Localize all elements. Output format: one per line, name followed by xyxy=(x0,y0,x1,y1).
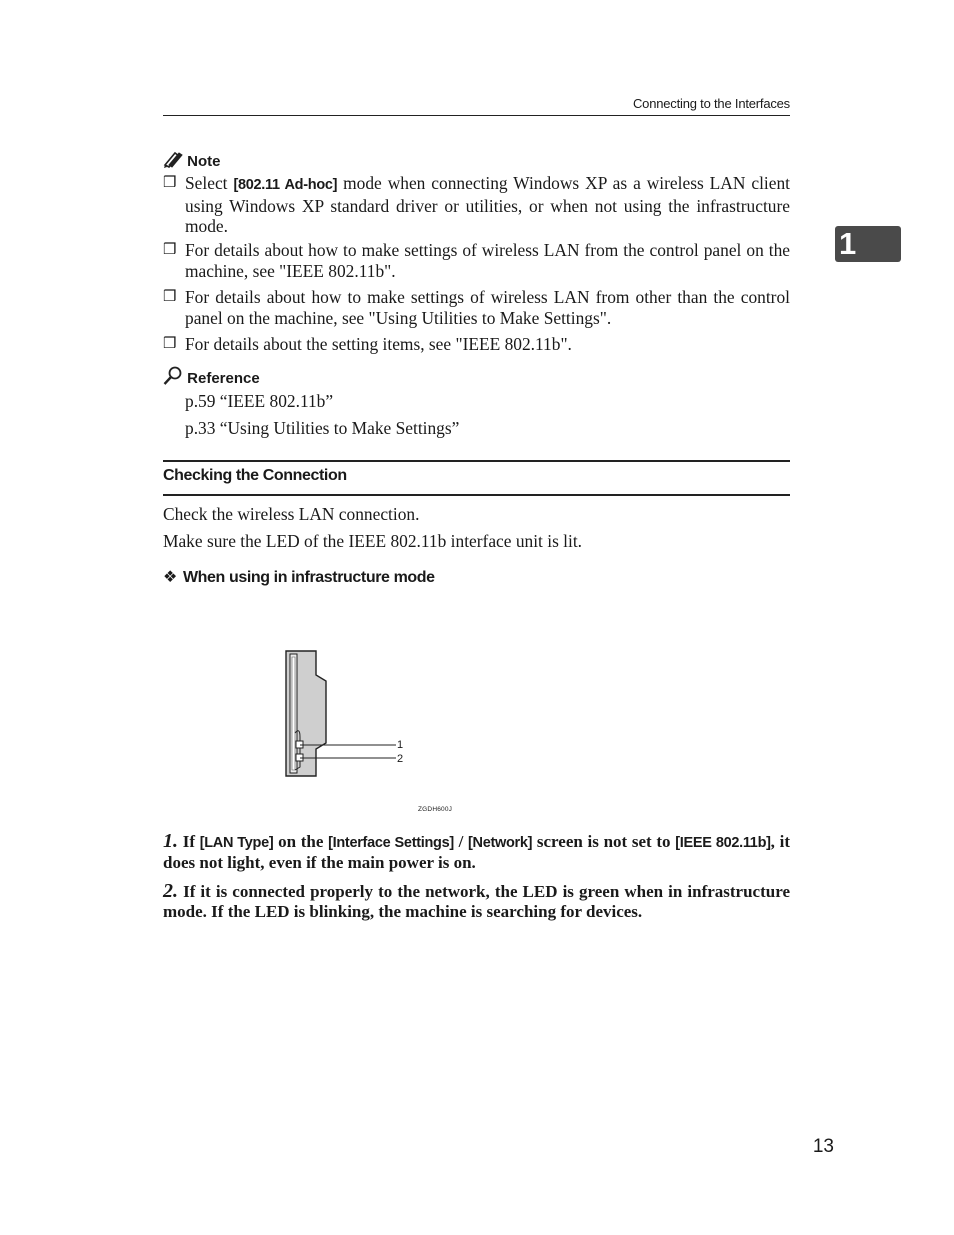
note-item-text: For details about the setting items, see "IEEE 802.11b". xyxy=(185,334,572,354)
figure-step xyxy=(163,881,790,922)
note-heading-label: Note xyxy=(187,153,221,170)
callout-label: 2 xyxy=(397,753,404,765)
pencil-icon xyxy=(163,150,183,168)
step-text: If xyxy=(182,832,200,851)
note-item-keyword: [802.11 Ad-hoc] xyxy=(233,177,338,193)
note-item-text: For details about how to make settings of wireless LAN from the control panel on the machine, see "IEEE 802.11b". xyxy=(185,240,790,281)
interface-unit-illustration xyxy=(280,645,480,815)
interface-unit-figure xyxy=(280,645,480,815)
note-item xyxy=(163,240,790,281)
note-item xyxy=(163,173,790,237)
figure-step xyxy=(163,831,790,873)
subsection-title: When using in infrastructure mode xyxy=(182,569,435,586)
note-item xyxy=(163,334,790,355)
reference-link[interactable]: p.59 “IEEE 802.11b” xyxy=(185,391,334,411)
section-title: Checking the Connection xyxy=(163,467,347,484)
step-keyword: [Interface Settings] xyxy=(328,835,454,851)
note-item-prefix: Select xyxy=(185,173,234,193)
checkbox-bullet-icon: ❒ xyxy=(163,175,177,191)
step-number: 2. xyxy=(163,880,178,902)
chapter-tab xyxy=(835,226,901,262)
step-text: / xyxy=(453,832,469,851)
header-rule xyxy=(163,115,790,116)
note-item xyxy=(163,287,790,328)
note-heading xyxy=(163,150,221,170)
note-item-text: For details about how to make settings of wireless LAN from other than the control panel on the machine, see "Using Utilities to Make Settings". xyxy=(185,287,790,328)
running-header-title: Connecting to the Interfaces xyxy=(632,96,790,111)
section-rule-bottom xyxy=(163,494,790,496)
note-item-text: mode when connecting Windows XP as a wireless LAN client using Windows XP standard driver or utilities, or when not using the infrastructure mode. xyxy=(185,173,790,236)
section-paragraph: Check the wireless LAN connection. xyxy=(163,504,420,524)
section-paragraph: Make sure the LED of the IEEE 802.11b interface unit is lit. xyxy=(163,531,583,551)
step-text: If it is connected properly to the network, the LED is green when in infrastructure mode. If the LED is blinking, the machine is searching for devices. xyxy=(163,882,791,921)
chapter-number: 1 xyxy=(839,226,857,261)
reference-link[interactable]: p.33 “Using Utilities to Make Settings” xyxy=(185,418,460,438)
checkbox-bullet-icon: ❒ xyxy=(163,242,177,258)
reference-heading xyxy=(163,366,260,388)
diamond-bullet-icon: ❖ xyxy=(163,569,177,586)
subsection-heading xyxy=(163,567,435,587)
step-text: screen is not set to xyxy=(532,832,676,851)
checkbox-bullet-icon: ❒ xyxy=(163,336,177,352)
figure-code: ZGDH600J xyxy=(418,806,453,813)
step-keyword: [LAN Type] xyxy=(199,835,274,851)
step-keyword: [IEEE 802.11b] xyxy=(675,835,771,851)
section-rule-top xyxy=(163,460,790,462)
page-number: 13 xyxy=(812,1136,834,1157)
step-keyword: [Network] xyxy=(468,835,533,851)
step-text: on the xyxy=(273,832,329,851)
reference-heading-label: Reference xyxy=(187,370,260,387)
step-text: , it does not light, even if the main power is on. xyxy=(163,832,790,872)
magnifier-icon xyxy=(163,366,183,386)
step-number: 1. xyxy=(163,830,178,852)
checkbox-bullet-icon: ❒ xyxy=(163,289,177,305)
callout-label: 1 xyxy=(397,739,404,751)
